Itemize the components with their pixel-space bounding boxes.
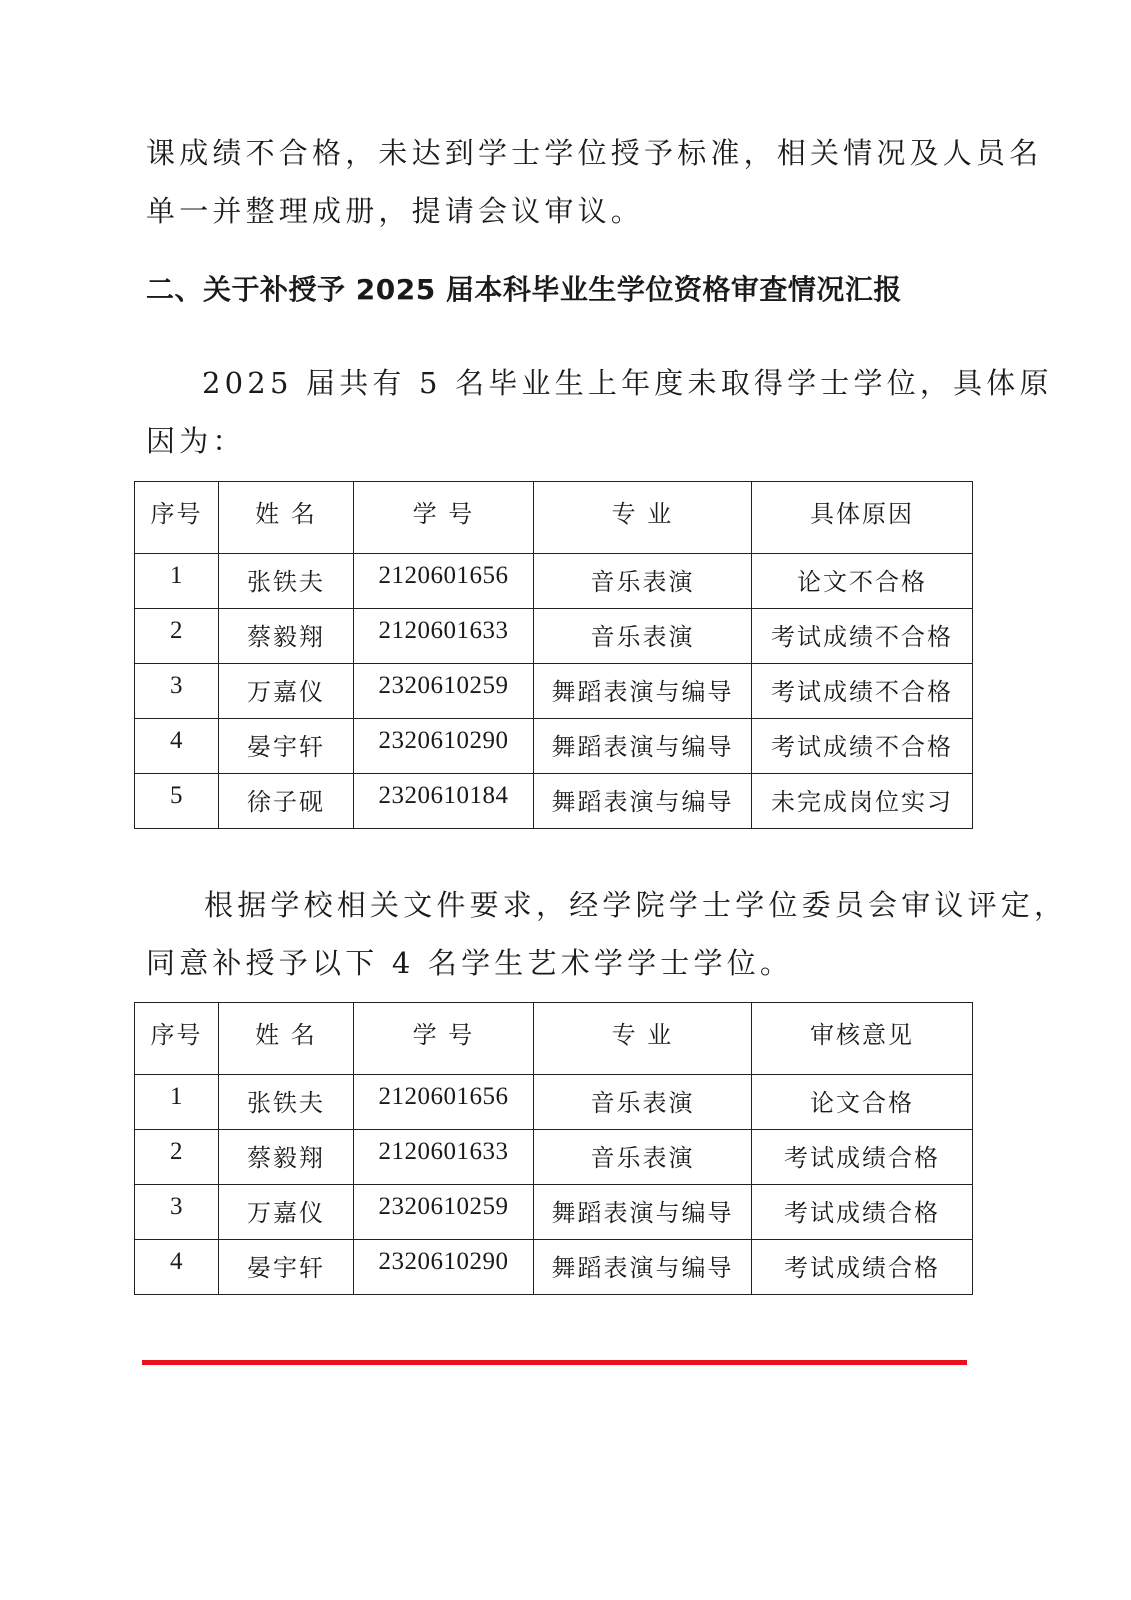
cell-review-opinion: 考试成绩合格 [752,1185,973,1240]
cell-major: 音乐表演 [534,1075,752,1130]
cell-index: 1 [135,554,219,609]
cell-major: 舞蹈表演与编导 [534,1185,752,1240]
table-row [135,1075,973,1130]
cell-index: 2 [135,1130,219,1185]
header-student-id: 学 号 [354,482,534,554]
table-row [135,609,973,664]
cell-index: 3 [135,1185,219,1240]
cell-reason: 考试成绩不合格 [752,664,973,719]
header-review-opinion: 审核意见 [752,1003,973,1075]
red-divider-rule [142,1360,967,1365]
cell-name: 晏宇轩 [219,1240,354,1295]
table-row [135,664,973,719]
section-heading: 二、关于补授予 2025 届本科毕业生学位资格审查情况汇报 [146,273,902,306]
header-index: 序号 [135,1003,219,1075]
table-row [135,1185,973,1240]
header-name: 姓 名 [219,482,354,554]
cell-name: 万嘉仪 [219,1185,354,1240]
table-row [135,554,973,609]
cell-student-id: 2120601633 [354,1130,534,1185]
table-row [135,774,973,829]
header-reason: 具体原因 [752,482,973,554]
cell-name: 张铁夫 [219,554,354,609]
cell-index: 2 [135,609,219,664]
header-student-id: 学 号 [354,1003,534,1075]
cell-index: 4 [135,1240,219,1295]
cell-index: 1 [135,1075,219,1130]
cell-student-id: 2320610184 [354,774,534,829]
cell-name: 晏宇轩 [219,719,354,774]
cell-major: 舞蹈表演与编导 [534,664,752,719]
cell-student-id: 2320610259 [354,1185,534,1240]
approval-paragraph-line-2: 同意补授予以下 4 名学生艺术学学士学位。 [146,946,794,980]
table-row [135,1240,973,1295]
cell-name: 万嘉仪 [219,664,354,719]
cell-major: 音乐表演 [534,609,752,664]
approval-paragraph-line-1: 根据学校相关文件要求，经学院学士学位委员会审议评定， [204,888,1068,922]
cell-student-id: 2120601656 [354,1075,534,1130]
cell-name: 蔡毅翔 [219,1130,354,1185]
cell-major: 舞蹈表演与编导 [534,774,752,829]
cell-reason: 考试成绩不合格 [752,609,973,664]
table-row [135,1130,973,1185]
table-row [135,719,973,774]
intro-line-1: 课成绩不合格，未达到学士学位授予标准，相关情况及人员名 [146,136,1043,170]
cell-student-id: 2120601633 [354,609,534,664]
cell-index: 4 [135,719,219,774]
cell-reason: 考试成绩不合格 [752,719,973,774]
cell-reason: 论文不合格 [752,554,973,609]
section-paragraph-line-2: 因为： [146,424,246,458]
header-major: 专 业 [534,482,752,554]
header-index: 序号 [135,482,219,554]
cell-student-id: 2320610259 [354,664,534,719]
cell-major: 音乐表演 [534,1130,752,1185]
cell-name: 徐子砚 [219,774,354,829]
table-approved-students [134,1002,973,1295]
cell-name: 张铁夫 [219,1075,354,1130]
cell-index: 5 [135,774,219,829]
cell-name: 蔡毅翔 [219,609,354,664]
cell-review-opinion: 论文合格 [752,1075,973,1130]
cell-major: 舞蹈表演与编导 [534,1240,752,1295]
cell-review-opinion: 考试成绩合格 [752,1240,973,1295]
cell-index: 3 [135,664,219,719]
table-unqualified-students [134,481,973,829]
section-paragraph-line-1: 2025 届共有 5 名毕业生上年度未取得学士学位，具体原 [202,366,1053,400]
cell-major: 音乐表演 [534,554,752,609]
header-name: 姓 名 [219,1003,354,1075]
cell-reason: 未完成岗位实习 [752,774,973,829]
cell-student-id: 2320610290 [354,1240,534,1295]
cell-student-id: 2120601656 [354,554,534,609]
table-header-row [135,482,973,554]
header-major: 专 业 [534,1003,752,1075]
cell-review-opinion: 考试成绩合格 [752,1130,973,1185]
cell-major: 舞蹈表演与编导 [534,719,752,774]
intro-line-2: 单一并整理成册，提请会议审议。 [146,194,645,228]
cell-student-id: 2320610290 [354,719,534,774]
table-header-row [135,1003,973,1075]
